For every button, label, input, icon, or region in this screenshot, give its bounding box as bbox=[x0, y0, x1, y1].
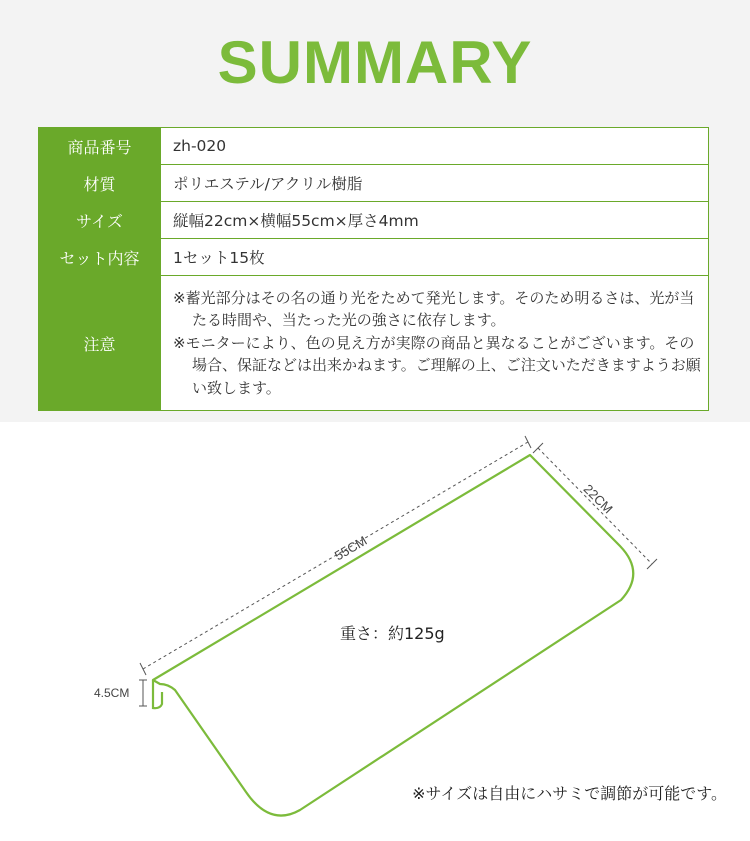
spec-value: ポリエステル/アクリル樹脂 bbox=[161, 165, 709, 202]
note-item: ※モニターにより、色の見え方が実際の商品と異なることがございます。その場合、保証などは出来かねます。ご理解の上、ご注文いただきますようお願い致します。 bbox=[173, 333, 701, 397]
length-tick-left bbox=[140, 663, 146, 675]
width-tick-top bbox=[533, 443, 543, 453]
page-title: SUMMARY bbox=[217, 29, 533, 96]
note-item: ※蓄光部分はその名の通り光をためて発光します。そのため明るさは、光が当たる時間や、当たった光の強さに依存します。 bbox=[173, 288, 695, 330]
spec-label: 商品番号 bbox=[39, 128, 161, 165]
spec-value: zh-020 bbox=[161, 128, 709, 165]
height-label: 4.5CM bbox=[94, 686, 130, 700]
length-label: 55CM bbox=[331, 532, 370, 564]
spec-label: サイズ bbox=[39, 202, 161, 239]
spec-value: 縦幅22cm×横幅55cm×厚さ4mm bbox=[161, 202, 709, 239]
spec-label: セット内容 bbox=[39, 239, 161, 276]
footer-note: ※サイズは自由にハサミで調節が可能です。 bbox=[412, 784, 727, 803]
notes-cell bbox=[161, 276, 709, 411]
width-label: 22CM bbox=[580, 481, 616, 517]
spec-row-notes bbox=[39, 276, 709, 411]
spec-table bbox=[38, 127, 709, 411]
product-diagram bbox=[0, 422, 750, 841]
spec-value: 1セット15枚 bbox=[161, 239, 709, 276]
spec-row-material bbox=[39, 165, 709, 202]
spec-label-notes: 注意 bbox=[39, 276, 161, 411]
spec-label: 材質 bbox=[39, 165, 161, 202]
spec-row-product-number bbox=[39, 128, 709, 165]
spec-row-size bbox=[39, 202, 709, 239]
weight-label: 重さ：約125g bbox=[340, 624, 445, 643]
length-tick-right bbox=[525, 436, 531, 448]
spec-row-set-contents bbox=[39, 239, 709, 276]
